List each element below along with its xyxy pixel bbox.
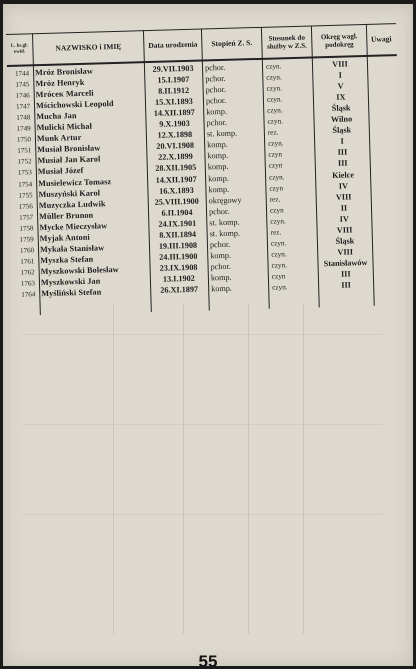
person-name: Mycke Mieczysław	[39, 220, 108, 232]
district: VIII	[335, 192, 352, 202]
district: IV	[339, 214, 349, 224]
entry-number: 1759	[19, 235, 34, 244]
birth-date: 24.III.1900	[159, 251, 198, 262]
rank: st. komp.	[209, 228, 241, 239]
entry-number: 1744	[15, 69, 30, 78]
person-name: Mróceк Marceli	[35, 88, 94, 100]
district: VIII	[332, 59, 348, 69]
service-relation: czyn.	[272, 283, 288, 292]
entry-number: 1747	[15, 102, 31, 111]
entry-number: 1762	[20, 268, 35, 277]
person-name: Mróz Henryk	[35, 77, 85, 89]
birth-date: 25.VIII.1900	[154, 196, 199, 207]
bleed-through-line	[113, 304, 114, 634]
person-name: Myszkowski Bolesław	[40, 264, 119, 277]
birth-date: 24.IX.1901	[158, 218, 197, 229]
entry-number: 1752	[17, 157, 32, 167]
service-relation: czyn.	[270, 239, 287, 248]
service-relation: rez.	[270, 228, 282, 237]
entry-number: 1758	[19, 223, 34, 233]
entry-number: 1764	[21, 290, 36, 299]
service-relation: czyn.	[268, 139, 284, 149]
district: V	[337, 81, 344, 91]
birth-date: 28.XII.1905	[155, 163, 197, 174]
service-relation: czyn	[268, 150, 283, 160]
district: Śląsk	[332, 125, 352, 136]
entry-number: 1755	[18, 190, 33, 200]
district: III	[337, 147, 348, 158]
district: Stanisławów	[323, 257, 368, 269]
person-name: Myszkowski Jan	[40, 276, 101, 288]
district: I	[340, 136, 344, 147]
district: Wilno	[330, 114, 353, 125]
district: Śląsk	[335, 236, 355, 246]
birth-date: 20.VI.1908	[156, 141, 195, 152]
service-relation: czyn	[268, 161, 283, 171]
district: IV	[338, 181, 349, 191]
entry-number: 1757	[19, 212, 34, 222]
birth-date: 8.XII.1894	[159, 229, 197, 240]
person-name: Musiał Bronisław	[37, 143, 101, 155]
person-name: Mucha Jan	[36, 111, 77, 122]
page-number: 55	[198, 652, 218, 666]
person-name: Myśliński Stefan	[41, 287, 102, 299]
ledger-table	[6, 24, 392, 316]
birth-date: 15.XI.1893	[154, 96, 193, 108]
person-name: Mścichowski Leopold	[35, 99, 114, 111]
service-relation: czyn.	[271, 261, 288, 270]
rank: pchor.	[206, 118, 227, 128]
bleed-through-line	[23, 424, 383, 425]
person-name: Muszyński Karol	[38, 187, 101, 199]
rank: st. komp.	[209, 217, 240, 228]
header-name: NAZWISKO i IMIĘ	[55, 41, 122, 53]
birth-date: 8.II.1912	[158, 86, 190, 96]
rank: komp.	[207, 140, 229, 150]
person-name: Musielewicz Tomasz	[38, 176, 112, 188]
birth-date: 23.IX.1908	[159, 262, 198, 273]
rank: pchor.	[204, 62, 226, 73]
service-relation: czyn	[271, 272, 286, 281]
district: I	[338, 70, 343, 80]
entry-number: 1754	[18, 179, 33, 189]
person-name: Musiał Jan Karol	[37, 154, 101, 166]
entry-number: 1748	[16, 113, 31, 122]
entry-number: 1750	[16, 135, 32, 145]
birth-date: 14.XII.1897	[153, 107, 195, 119]
service-relation: czyn.	[266, 95, 283, 104]
birth-date: 26.XI.1897	[160, 284, 199, 295]
rank: komp.	[207, 173, 229, 183]
rank: komp.	[210, 272, 232, 283]
person-name: Mróz Bronisław	[34, 66, 94, 78]
birth-date: 9.X.1903	[159, 119, 190, 130]
service-relation: czyn.	[266, 84, 283, 93]
header-notes: Uwagi	[370, 33, 392, 44]
document-page	[3, 4, 413, 666]
birth-date: 19.III.1908	[158, 240, 198, 251]
bleed-through-line	[303, 304, 304, 634]
district: Śląsk	[331, 103, 351, 114]
service-relation: czyn.	[267, 106, 283, 115]
district: Kielce	[332, 169, 355, 180]
service-relation: czyn.	[267, 117, 284, 126]
rank: komp.	[211, 283, 233, 294]
service-relation: czyn.	[270, 216, 286, 226]
person-name: Muzyczka Ludwik	[38, 198, 106, 210]
birth-date: 16.X.1893	[159, 185, 194, 196]
bleed-through-line	[23, 514, 383, 515]
service-relation: czyn.	[265, 62, 282, 71]
rank: st. komp.	[206, 128, 238, 139]
person-name: Müller Brunon	[38, 210, 94, 221]
rank: pchor.	[205, 73, 226, 84]
person-name: Myszka Stefan	[40, 254, 94, 265]
entry-number: 1756	[18, 201, 33, 211]
bleed-through-line	[183, 304, 184, 634]
person-name: Munk Artur	[36, 133, 82, 144]
header-rank: Stopień Z. S.	[211, 37, 253, 48]
rank: pchor.	[209, 239, 231, 250]
district: II	[340, 203, 348, 213]
district: IX	[336, 92, 346, 102]
service-relation: czyn.	[271, 250, 287, 259]
rank: komp.	[207, 162, 229, 172]
district: III	[341, 280, 352, 290]
district: VIII	[336, 225, 353, 235]
birth-date: 13.I.1902	[162, 273, 195, 284]
person-name: Mulicki Michał	[36, 121, 93, 133]
bleed-through-line	[248, 304, 249, 634]
person-name: Mykała Stanisław	[39, 243, 105, 254]
entry-number: 1749	[16, 124, 31, 133]
birth-date: 14.XII.1907	[155, 174, 197, 185]
entry-number: 1746	[15, 91, 30, 100]
service-relation: czyn.	[268, 172, 285, 182]
rank: pchor.	[205, 96, 227, 106]
rank: komp.	[208, 184, 230, 194]
header-service-relation: Stosunek do służby w Z.S.	[266, 33, 307, 51]
district: VIII	[337, 247, 354, 257]
person-name: Musiał Józef	[37, 166, 84, 177]
birth-date: 15.I.1907	[157, 74, 190, 85]
rank: komp.	[206, 107, 228, 117]
rank: komp.	[207, 151, 229, 161]
service-relation: czyn.	[266, 73, 282, 82]
header-entry-number: L. ks.gł. ewid.	[10, 43, 28, 55]
service-relation: czyn	[269, 183, 284, 193]
entry-number: 1751	[17, 146, 32, 156]
rank: komp.	[210, 250, 232, 261]
rank: pchor.	[208, 206, 230, 217]
entry-number: 1753	[17, 168, 32, 178]
birth-date: 22.X.1899	[158, 152, 193, 163]
entry-number: 1763	[20, 279, 36, 288]
service-relation: rez.	[269, 195, 281, 204]
entry-number: 1761	[20, 257, 35, 266]
header-district: Okręg wagl. podokręg	[320, 31, 358, 49]
rank: pchor.	[210, 261, 231, 272]
person-name: Myjak Antoni	[39, 232, 90, 243]
district: III	[337, 158, 348, 169]
entry-number: 1745	[15, 80, 30, 89]
rank: okręgowy	[208, 195, 242, 205]
header-birth-date: Data urodzenia	[148, 39, 198, 50]
district: III	[340, 269, 351, 279]
birth-date: 6.II.1904	[161, 207, 193, 218]
rank: pchor.	[205, 84, 227, 95]
birth-date: 12.X.1898	[157, 130, 193, 141]
service-relation: czyn	[269, 205, 284, 215]
bleed-through-line	[23, 334, 383, 335]
birth-date: 29.VII.1903	[152, 63, 194, 74]
service-relation: rez.	[267, 128, 279, 138]
entry-number: 1760	[19, 246, 35, 255]
